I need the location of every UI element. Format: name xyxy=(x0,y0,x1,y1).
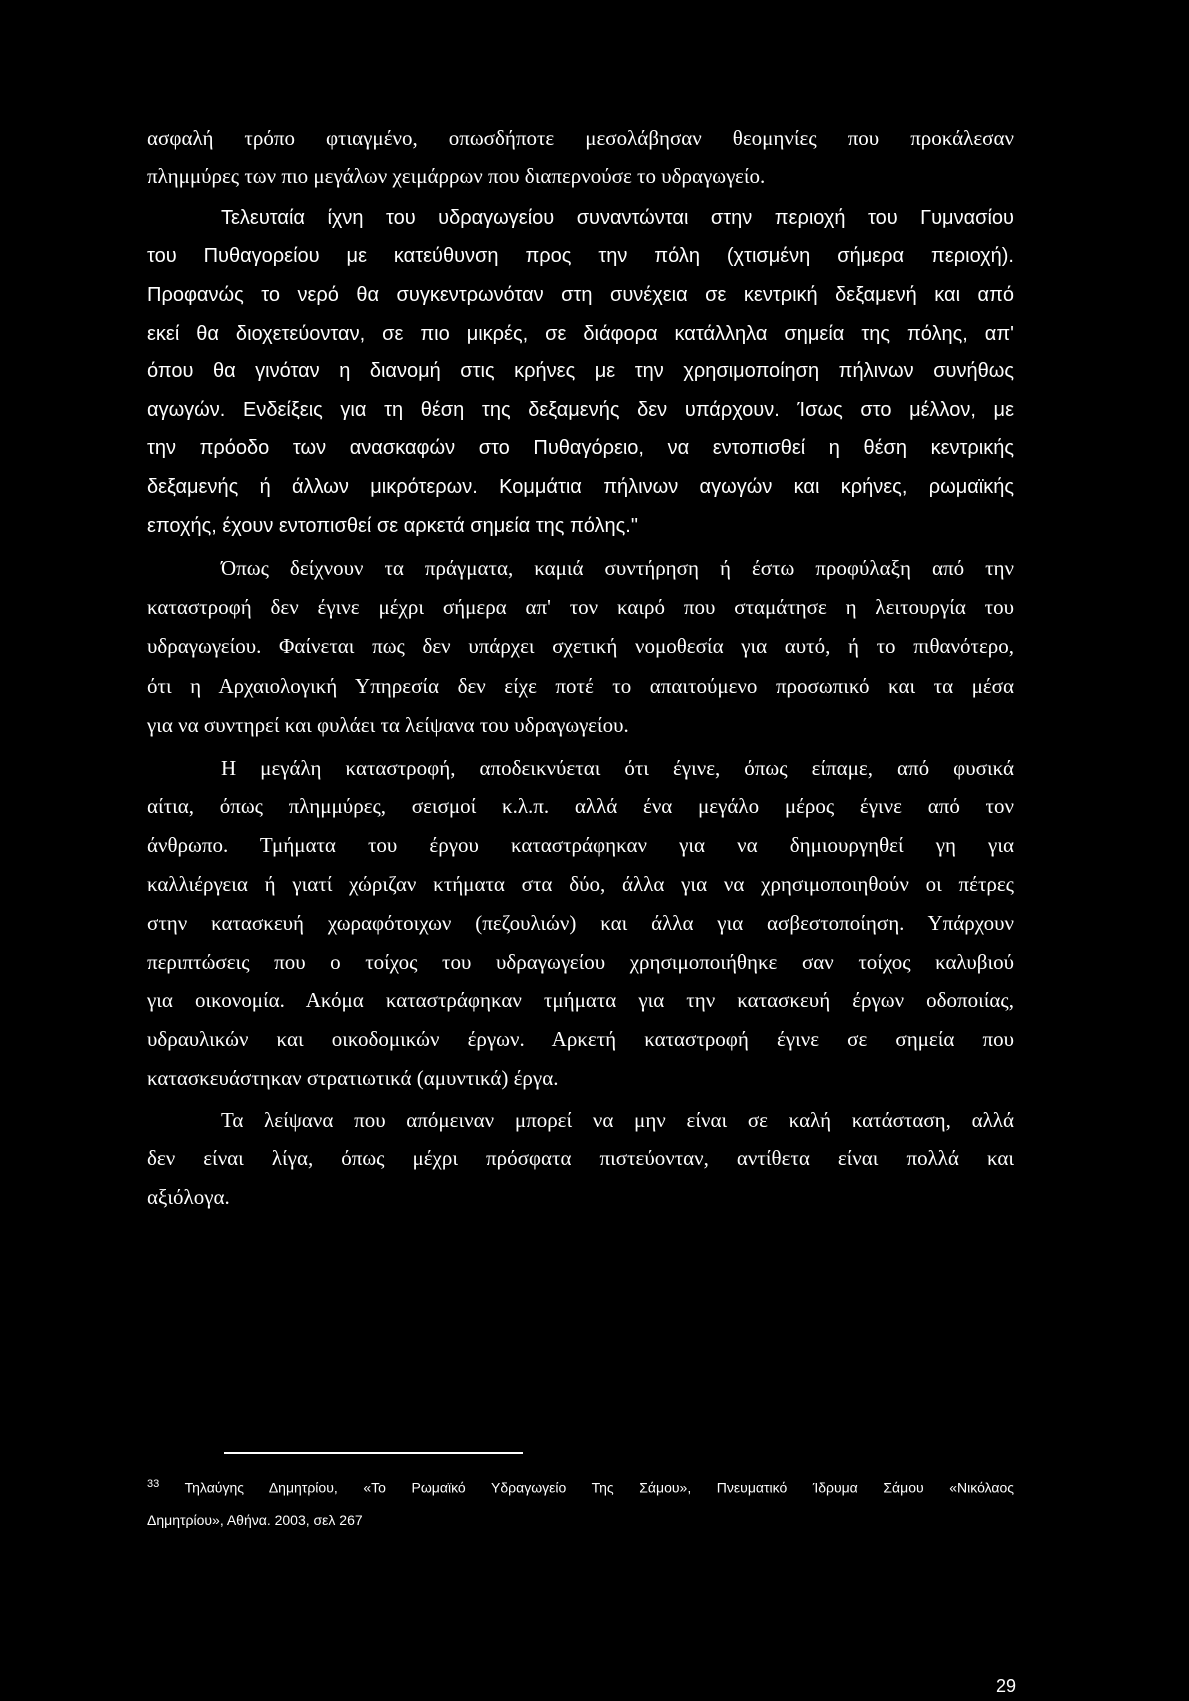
text-line: ασφαλή τρόπο φτιαγμένο, οπωσδήποτε μεσολάβησαν θεομηνίες που προκάλεσαν xyxy=(147,126,1014,150)
text-line: Τα λείψανα που απόμειναν μπορεί να μην είναι σε καλή κατάσταση, αλλά xyxy=(221,1108,1014,1132)
footnote-line: Δημητρίου», Αθήνα. 2003, σελ 267 xyxy=(147,1512,363,1528)
text-line: καταστροφή δεν έγινε μέχρι σήμερα απ' τον καιρό που σταμάτησε η λειτουργία του xyxy=(147,595,1014,619)
text-line: υδραγωγείου. Φαίνεται πως δεν υπάρχει σχετική νομοθεσία για αυτό, ή το πιθανότερο, xyxy=(147,634,1014,658)
text-line: Όπως δείχνουν τα πράγματα, καμιά συντήρηση ή έστω προφύλαξη από την xyxy=(221,556,1014,580)
text-line: Η μεγάλη καταστροφή, αποδεικνύεται ότι έγινε, όπως είπαμε, από φυσικά xyxy=(221,756,1014,780)
text-line: για να συντηρεί και φυλάει τα λείψανα του υδραγωγείου. xyxy=(147,713,629,737)
footnote-separator xyxy=(224,1452,523,1454)
text-line: εκεί θα διοχετεύονταν, σε πιο μικρές, σε διάφορα κατάλληλα σημεία της πόλης, απ' xyxy=(147,323,1014,345)
text-line: δεν είναι λίγα, όπως μέχρι πρόσφατα πιστεύονταν, αντίθετα είναι πολλά και xyxy=(147,1146,1014,1170)
text-line: υδραυλικών και οικοδομικών έργων. Αρκετή καταστροφή έγινε σε σημεία που xyxy=(147,1027,1014,1051)
text-line: πλημμύρες των πιο μεγάλων χειμάρρων που διαπερνούσε το υδραγωγείο. xyxy=(147,164,766,188)
text-line: δεξαμενής ή άλλων μικρότερων. Κομμάτια πήλινων αγωγών και κρήνες, ρωμαϊκής xyxy=(147,476,1014,498)
text-line: κατασκευάστηκαν στρατιωτικά (αμυντικά) έργα. xyxy=(147,1066,559,1090)
text-line: ότι η Αρχαιολογική Υπηρεσία δεν είχε ποτέ το απαιτούμενο προσωπικό και τα μέσα xyxy=(147,674,1014,698)
text-line: του Πυθαγορείου με κατεύθυνση προς την πόλη (χτισμένη σήμερα περιοχή). xyxy=(147,245,1014,267)
text-line: καλλιέργεια ή γιατί χώριζαν κτήματα στα δύο, άλλα για να χρησιμοποιηθούν οι πέτρες xyxy=(147,872,1014,896)
text-line: αίτια, όπως πλημμύρες, σεισμοί κ.λ.π. αλλά ένα μεγάλο μέρος έγινε από τον xyxy=(147,794,1014,818)
text-line: περιπτώσεις που ο τοίχος του υδραγωγείου χρησιμοποιήθηκε σαν τοίχος καλυβιού xyxy=(147,950,1014,974)
text-line: όπου θα γινόταν η διανομή στις κρήνες με την χρησιμοποίηση πήλινων συνήθως xyxy=(147,360,1014,382)
text-line: άνθρωπο. Τμήματα του έργου καταστράφηκαν για να δημιουργηθεί γη για xyxy=(147,833,1014,857)
text-line: αγωγών. Ενδείξεις για τη θέση της δεξαμενής δεν υπάρχουν. Ίσως στο μέλλον, με xyxy=(147,399,1014,421)
text-line: αξιόλογα. xyxy=(147,1185,230,1209)
page-number: 29 xyxy=(995,1676,1016,1696)
text-line: Προφανώς το νερό θα συγκεντρωνόταν στη συνέχεια σε κεντρική δεξαμενή και από xyxy=(147,284,1014,306)
footnote-line: $^{33}$ Τηλαύγης Δημητρίου, «Το Ρωμαϊκό Υδραγωγείο Της Σάμου», Πνευματικό Ίδρυμα Σάμου «Νικόλαος xyxy=(147,1478,1014,1496)
text-line: την πρόοδο των ανασκαφών στο Πυθαγόρειο, να εντοπισθεί η θέση κεντρικής xyxy=(147,437,1014,459)
text-line: στην κατασκευή χωραφότοιχων (πεζουλιών) και άλλα για ασβεστοποίηση. Υπάρχουν xyxy=(147,911,1014,935)
text-line: εποχής, έχουν εντοπισθεί σε αρκετά σημεία της πόλης." xyxy=(147,515,638,537)
footnote-number: 33 xyxy=(147,1478,160,1490)
text-line: για οικονομία. Ακόμα καταστράφηκαν τμήματα για την κατασκευή έργων οδοποιίας, xyxy=(147,988,1014,1012)
text-line: Τελευταία ίχνη του υδραγωγείου συναντώνται στην περιοχή του Γυμνασίου xyxy=(221,207,1014,229)
